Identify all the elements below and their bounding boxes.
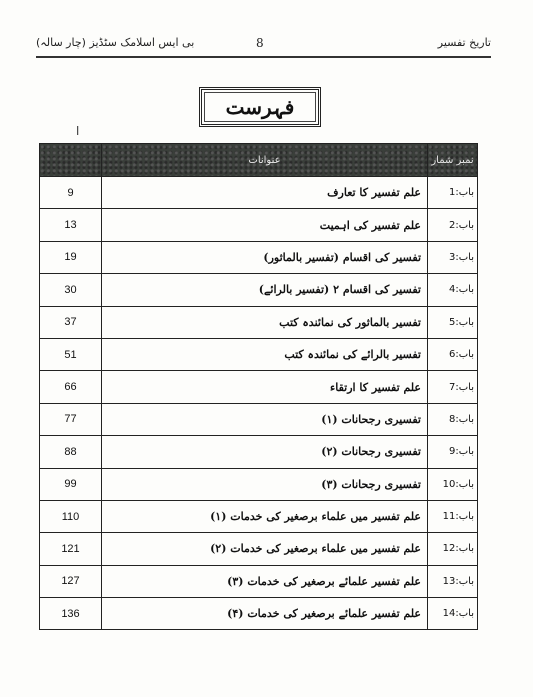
table-row bbox=[40, 177, 478, 209]
chapter-cell: باب:3 bbox=[428, 241, 478, 273]
header-page-number: 8 bbox=[256, 36, 264, 50]
topic-cell: تفسیر کی اقسام (تفسیر بالماثور) bbox=[102, 241, 428, 273]
table-row bbox=[40, 338, 478, 370]
topic-cell: علم تفسیر میں علماء برصغیر کی خدمات (۲) bbox=[102, 533, 428, 565]
table-row bbox=[40, 274, 478, 306]
page-number-cell: 77 bbox=[40, 403, 102, 435]
table-body bbox=[40, 177, 478, 630]
table-row bbox=[40, 565, 478, 597]
chapter-cell: باب:10 bbox=[428, 468, 478, 500]
chapter-cell: باب:2 bbox=[428, 209, 478, 241]
page-number-cell: 19 bbox=[40, 241, 102, 273]
topic-cell: علم تفسیر علمائے برصغیر کی خدمات (۳) bbox=[102, 565, 428, 597]
chapter-cell: باب:9 bbox=[428, 436, 478, 468]
chapter-cell: باب:4 bbox=[428, 274, 478, 306]
table-row bbox=[40, 468, 478, 500]
chapter-cell: باب:5 bbox=[428, 306, 478, 338]
topic-cell: تفسیر بالرائے کی نمائندہ کتب bbox=[102, 338, 428, 370]
chapter-cell: باب:14 bbox=[428, 598, 478, 630]
table-row bbox=[40, 436, 478, 468]
page-number-cell: 121 bbox=[40, 533, 102, 565]
page-number-cell: 51 bbox=[40, 338, 102, 370]
contents-table bbox=[39, 143, 478, 630]
page-number-cell: 9 bbox=[40, 177, 102, 209]
chapter-cell: باب:6 bbox=[428, 338, 478, 370]
header-page bbox=[40, 144, 102, 177]
table-row bbox=[40, 306, 478, 338]
chapter-cell: باب:13 bbox=[428, 565, 478, 597]
stray-mark: ا bbox=[76, 124, 80, 138]
page-number-cell: 30 bbox=[40, 274, 102, 306]
table-row bbox=[40, 500, 478, 532]
running-header bbox=[36, 34, 491, 60]
page-number-cell: 88 bbox=[40, 436, 102, 468]
topic-cell: تفسیری رجحانات (۲) bbox=[102, 436, 428, 468]
topic-cell: علم تفسیر میں علماء برصغیر کی خدمات (۱) bbox=[102, 500, 428, 532]
table-row bbox=[40, 403, 478, 435]
topic-cell: تفسیری رجحانات (۳) bbox=[102, 468, 428, 500]
header-chapter: نمبر شمار bbox=[428, 144, 478, 177]
page-number-cell: 13 bbox=[40, 209, 102, 241]
topic-cell: علم تفسیر کا تعارف bbox=[102, 177, 428, 209]
contents-title-box bbox=[199, 87, 321, 127]
chapter-cell: باب:1 bbox=[428, 177, 478, 209]
table-row bbox=[40, 598, 478, 630]
chapter-cell: باب:11 bbox=[428, 500, 478, 532]
chapter-cell: باب:7 bbox=[428, 371, 478, 403]
chapter-cell: باب:12 bbox=[428, 533, 478, 565]
topic-cell: علم تفسیر کا ارتقاء bbox=[102, 371, 428, 403]
header-program: بی ایس اسلامک سٹڈیز (چار سالہ) bbox=[36, 36, 195, 49]
table-row bbox=[40, 209, 478, 241]
header-book-title: تاریخ تفسیر bbox=[437, 36, 491, 49]
page-number-cell: 136 bbox=[40, 598, 102, 630]
topic-cell: علم تفسیر علمائے برصغیر کی خدمات (۴) bbox=[102, 598, 428, 630]
table-row bbox=[40, 241, 478, 273]
topic-cell: تفسیر بالماثور کی نمائندہ کتب bbox=[102, 306, 428, 338]
contents-title: فہرست bbox=[225, 95, 295, 119]
page-number-cell: 99 bbox=[40, 468, 102, 500]
topic-cell: تفسیری رجحانات (۱) bbox=[102, 403, 428, 435]
table-header-row bbox=[40, 144, 478, 177]
table-row bbox=[40, 371, 478, 403]
page-number-cell: 127 bbox=[40, 565, 102, 597]
header-topic: عنوانات bbox=[102, 144, 428, 177]
table-row bbox=[40, 533, 478, 565]
page-number-cell: 110 bbox=[40, 500, 102, 532]
header-rule bbox=[36, 56, 491, 58]
chapter-cell: باب:8 bbox=[428, 403, 478, 435]
page-number-cell: 37 bbox=[40, 306, 102, 338]
topic-cell: تفسیر کی اقسام ۲ (تفسیر بالرائے) bbox=[102, 274, 428, 306]
page-number-cell: 66 bbox=[40, 371, 102, 403]
topic-cell: علم تفسیر کی اہمیت bbox=[102, 209, 428, 241]
